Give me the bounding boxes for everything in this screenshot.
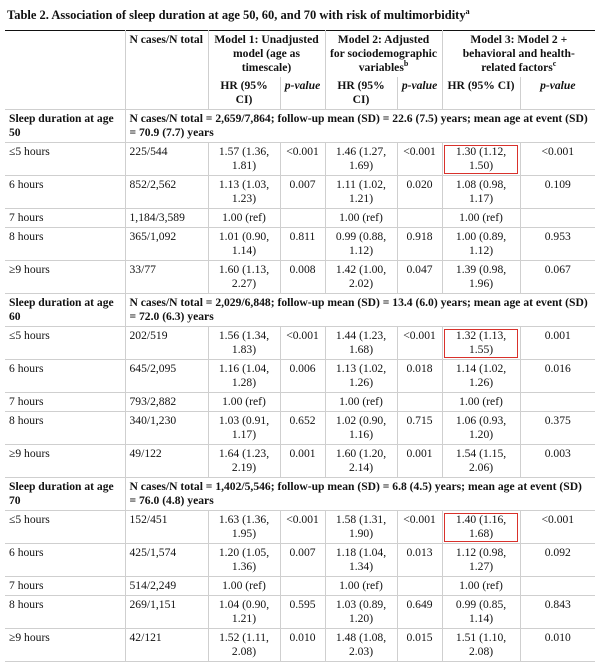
table-container xyxy=(5,0,595,662)
cell-ncases: 852/2,562 xyxy=(125,176,208,209)
cell-p-model1: 0.007 xyxy=(280,176,325,209)
cell-hr-model1: 1.52 (1.11, 2.08) xyxy=(208,629,280,662)
row-label: 7 hours xyxy=(5,393,125,412)
cell-ncases: 269/1,151 xyxy=(125,596,208,629)
subheader-hr: HR (95% CI) xyxy=(208,77,280,110)
table-row xyxy=(5,360,595,393)
table-row xyxy=(5,261,595,294)
row-label: ≥9 hours xyxy=(5,445,125,478)
caption-footnote-marker: a xyxy=(465,6,470,16)
cell-p-model2: 0.715 xyxy=(397,412,442,445)
subheader-p: p-value xyxy=(280,77,325,110)
cell-p-model3: 0.067 xyxy=(520,261,595,294)
row-label: 8 hours xyxy=(5,412,125,445)
section-info: N cases/N total = 2,659/7,864; follow-up mean (SD) = 22.6 (7.5) years; mean age at event (SD) = 70.9 (7.7) years xyxy=(125,110,595,143)
table-row xyxy=(5,629,595,662)
table-row xyxy=(5,176,595,209)
cell-p-model1: 0.007 xyxy=(280,544,325,577)
row-label: ≤5 hours xyxy=(5,143,125,176)
row-label: 7 hours xyxy=(5,577,125,596)
cell-hr-model1: 1.16 (1.04, 1.28) xyxy=(208,360,280,393)
cell-ncases: 645/2,095 xyxy=(125,360,208,393)
row-label: ≤5 hours xyxy=(5,511,125,544)
table-row xyxy=(5,596,595,629)
cell-hr-model1: 1.56 (1.34, 1.83) xyxy=(208,327,280,360)
cell-hr-model2: 1.60 (1.20, 2.14) xyxy=(325,445,397,478)
header-model1: Model 1: Unadjusted model (age as timescale) xyxy=(208,31,325,78)
cell-hr-model2: 1.00 (ref) xyxy=(325,393,397,412)
cell-hr-model3-highlighted: 1.30 (1.12, 1.50) xyxy=(442,143,520,176)
cell-p-model2: 0.015 xyxy=(397,629,442,662)
subheader-blank xyxy=(5,77,125,110)
cell-p-model1: 0.001 xyxy=(280,445,325,478)
cell-hr-model1: 1.00 (ref) xyxy=(208,393,280,412)
cell-p-model2: 0.649 xyxy=(397,596,442,629)
row-label: 8 hours xyxy=(5,228,125,261)
cell-ncases: 793/2,882 xyxy=(125,393,208,412)
cell-hr-model1: 1.00 (ref) xyxy=(208,577,280,596)
cell-hr-model1: 1.57 (1.36, 1.81) xyxy=(208,143,280,176)
cell-hr-model2: 1.00 (ref) xyxy=(325,209,397,228)
cell-p-model3: 0.375 xyxy=(520,412,595,445)
cell-p-model2 xyxy=(397,577,442,596)
header-ncases: N cases/N total xyxy=(125,31,208,78)
section-info: N cases/N total = 2,029/6,848; follow-up mean (SD) = 13.4 (6.0) years; mean age at event (SD) = 72.0 (6.3) years xyxy=(125,294,595,327)
cell-hr-model1: 1.01 (0.90, 1.14) xyxy=(208,228,280,261)
section-label: Sleep duration at age 50 xyxy=(5,110,125,143)
row-label: 6 hours xyxy=(5,360,125,393)
subheader-p: p-value xyxy=(397,77,442,110)
cell-p-model2: <0.001 xyxy=(397,511,442,544)
cell-p-model3: 0.109 xyxy=(520,176,595,209)
row-label: ≤5 hours xyxy=(5,327,125,360)
row-label: 6 hours xyxy=(5,544,125,577)
results-table xyxy=(5,30,595,662)
cell-p-model2 xyxy=(397,393,442,412)
cell-hr-model2: 1.00 (ref) xyxy=(325,577,397,596)
cell-hr-model1: 1.64 (1.23, 2.19) xyxy=(208,445,280,478)
cell-p-model1 xyxy=(280,209,325,228)
cell-hr-model2: 1.13 (1.02, 1.26) xyxy=(325,360,397,393)
caption-text: Table 2. Association of sleep duration at age 50, 60, and 70 with risk of multimorbidity xyxy=(7,8,466,22)
cell-p-model2: <0.001 xyxy=(397,143,442,176)
header-blank xyxy=(5,31,125,78)
row-label: 8 hours xyxy=(5,596,125,629)
cell-hr-model1: 1.04 (0.90, 1.21) xyxy=(208,596,280,629)
cell-p-model1 xyxy=(280,393,325,412)
cell-hr-model2: 1.42 (1.00, 2.02) xyxy=(325,261,397,294)
table-row xyxy=(5,209,595,228)
cell-hr-model2: 1.44 (1.23, 1.68) xyxy=(325,327,397,360)
table-row xyxy=(5,393,595,412)
cell-p-model2: <0.001 xyxy=(397,327,442,360)
cell-hr-model3: 1.06 (0.93, 1.20) xyxy=(442,412,520,445)
section-label: Sleep duration at age 70 xyxy=(5,478,125,511)
header-row xyxy=(5,31,595,78)
cell-p-model2 xyxy=(397,209,442,228)
cell-hr-model3: 1.08 (0.98, 1.17) xyxy=(442,176,520,209)
header-model3-text: Model 3: Model 2 + behavioral and health-related factors xyxy=(462,33,575,74)
cell-ncases: 33/77 xyxy=(125,261,208,294)
cell-p-model3: 0.092 xyxy=(520,544,595,577)
cell-p-model3: <0.001 xyxy=(520,511,595,544)
subheader-hr: HR (95% CI) xyxy=(442,77,520,110)
table-row xyxy=(5,228,595,261)
cell-ncases: 42/121 xyxy=(125,629,208,662)
cell-p-model2: 0.013 xyxy=(397,544,442,577)
header-model2-sup: b xyxy=(403,59,409,69)
cell-hr-model2: 1.48 (1.08, 2.03) xyxy=(325,629,397,662)
subheader-hr: HR (95% CI) xyxy=(325,77,397,110)
cell-hr-model3: 1.54 (1.15, 2.06) xyxy=(442,445,520,478)
cell-p-model2: 0.001 xyxy=(397,445,442,478)
cell-p-model1 xyxy=(280,577,325,596)
cell-p-model1: 0.008 xyxy=(280,261,325,294)
cell-p-model2: 0.018 xyxy=(397,360,442,393)
row-label: ≥9 hours xyxy=(5,629,125,662)
row-label: 7 hours xyxy=(5,209,125,228)
cell-ncases: 425/1,574 xyxy=(125,544,208,577)
section-info: N cases/N total = 1,402/5,546; follow-up mean (SD) = 6.8 (4.5) years; mean age at event (SD) = 76.0 (4.8) years xyxy=(125,478,595,511)
cell-hr-model3: 1.00 (0.89, 1.12) xyxy=(442,228,520,261)
subheader-blank xyxy=(125,77,208,110)
cell-hr-model3: 1.39 (0.98, 1.96) xyxy=(442,261,520,294)
header-model2-text: Model 2: Adjusted for sociodemographic variables xyxy=(330,33,438,74)
cell-hr-model3: 1.14 (1.02, 1.26) xyxy=(442,360,520,393)
cell-ncases: 340/1,230 xyxy=(125,412,208,445)
table-row xyxy=(5,577,595,596)
cell-hr-model3: 1.51 (1.10, 2.08) xyxy=(442,629,520,662)
table-row xyxy=(5,143,595,176)
cell-hr-model3-highlighted: 1.40 (1.16, 1.68) xyxy=(442,511,520,544)
cell-hr-model2: 1.58 (1.31, 1.90) xyxy=(325,511,397,544)
cell-hr-model1: 1.20 (1.05, 1.36) xyxy=(208,544,280,577)
row-label: ≥9 hours xyxy=(5,261,125,294)
cell-hr-model3: 0.99 (0.85, 1.14) xyxy=(442,596,520,629)
header-model3 xyxy=(442,31,595,78)
table-row xyxy=(5,327,595,360)
cell-p-model3: 0.010 xyxy=(520,629,595,662)
cell-hr-model3: 1.12 (0.98, 1.27) xyxy=(442,544,520,577)
cell-hr-model1: 1.00 (ref) xyxy=(208,209,280,228)
cell-p-model1: 0.652 xyxy=(280,412,325,445)
section-header-row xyxy=(5,294,595,327)
cell-p-model2: 0.918 xyxy=(397,228,442,261)
cell-hr-model1: 1.13 (1.03, 1.23) xyxy=(208,176,280,209)
cell-hr-model1: 1.60 (1.13, 2.27) xyxy=(208,261,280,294)
cell-p-model1: <0.001 xyxy=(280,143,325,176)
cell-p-model3: 0.016 xyxy=(520,360,595,393)
table-body xyxy=(5,110,595,662)
section-header-row xyxy=(5,110,595,143)
section-header-row xyxy=(5,478,595,511)
cell-hr-model2: 1.03 (0.89, 1.20) xyxy=(325,596,397,629)
cell-p-model1: 0.595 xyxy=(280,596,325,629)
header-model3-sup: c xyxy=(552,59,557,69)
cell-ncases: 202/519 xyxy=(125,327,208,360)
cell-p-model3: 0.003 xyxy=(520,445,595,478)
cell-hr-model1: 1.03 (0.91, 1.17) xyxy=(208,412,280,445)
section-label: Sleep duration at age 60 xyxy=(5,294,125,327)
cell-ncases: 365/1,092 xyxy=(125,228,208,261)
cell-p-model1: <0.001 xyxy=(280,511,325,544)
cell-p-model3 xyxy=(520,393,595,412)
cell-hr-model2: 1.18 (1.04, 1.34) xyxy=(325,544,397,577)
header-model2 xyxy=(325,31,442,78)
cell-p-model2: 0.047 xyxy=(397,261,442,294)
cell-p-model3: 0.001 xyxy=(520,327,595,360)
cell-ncases: 49/122 xyxy=(125,445,208,478)
cell-hr-model3: 1.00 (ref) xyxy=(442,393,520,412)
cell-p-model3 xyxy=(520,209,595,228)
cell-p-model1: 0.010 xyxy=(280,629,325,662)
cell-hr-model2: 1.11 (1.02, 1.21) xyxy=(325,176,397,209)
table-row xyxy=(5,445,595,478)
cell-ncases: 514/2,249 xyxy=(125,577,208,596)
cell-hr-model3: 1.00 (ref) xyxy=(442,577,520,596)
cell-p-model1: <0.001 xyxy=(280,327,325,360)
cell-hr-model3-highlighted: 1.32 (1.13, 1.55) xyxy=(442,327,520,360)
subheader-p: p-value xyxy=(520,77,595,110)
cell-hr-model3: 1.00 (ref) xyxy=(442,209,520,228)
table-row xyxy=(5,544,595,577)
cell-ncases: 152/451 xyxy=(125,511,208,544)
cell-hr-model1: 1.63 (1.36, 1.95) xyxy=(208,511,280,544)
cell-p-model3: 0.843 xyxy=(520,596,595,629)
subheader-row xyxy=(5,77,595,110)
cell-p-model3: 0.953 xyxy=(520,228,595,261)
cell-ncases: 225/544 xyxy=(125,143,208,176)
cell-p-model3: <0.001 xyxy=(520,143,595,176)
cell-hr-model2: 0.99 (0.88, 1.12) xyxy=(325,228,397,261)
cell-p-model1: 0.811 xyxy=(280,228,325,261)
table-caption xyxy=(5,0,595,30)
cell-ncases: 1,184/3,589 xyxy=(125,209,208,228)
cell-p-model1: 0.006 xyxy=(280,360,325,393)
cell-p-model2: 0.020 xyxy=(397,176,442,209)
cell-hr-model2: 1.02 (0.90, 1.16) xyxy=(325,412,397,445)
cell-p-model3 xyxy=(520,577,595,596)
cell-hr-model2: 1.46 (1.27, 1.69) xyxy=(325,143,397,176)
table-row xyxy=(5,412,595,445)
row-label: 6 hours xyxy=(5,176,125,209)
table-row xyxy=(5,511,595,544)
